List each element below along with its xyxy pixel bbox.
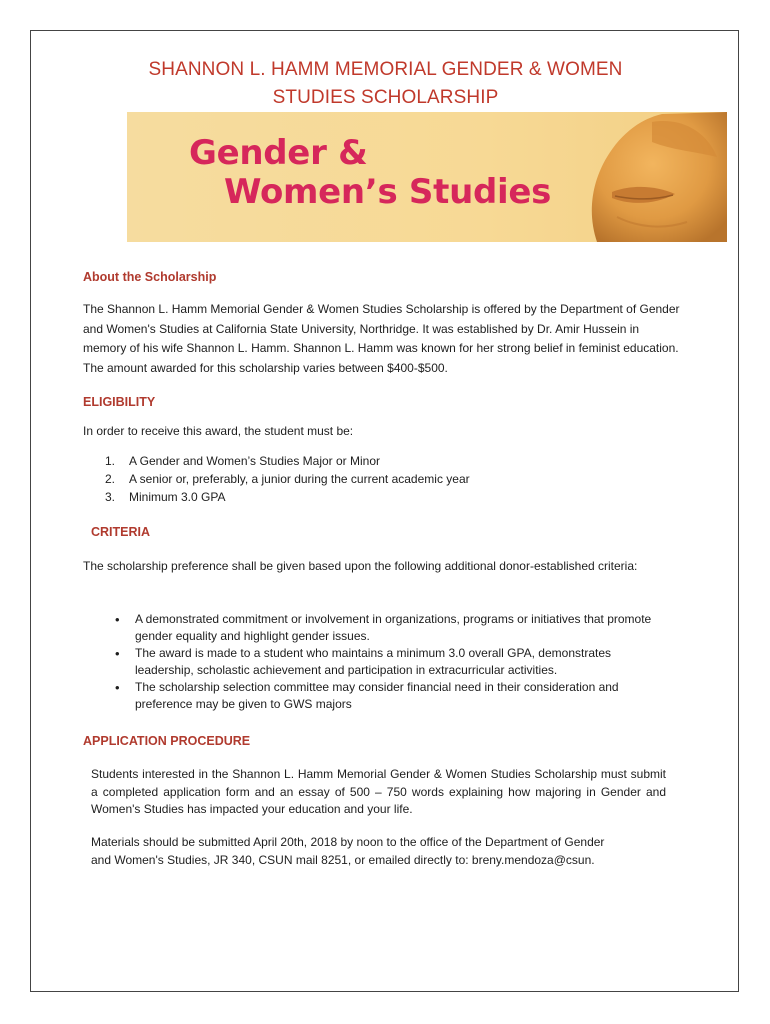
document-title — [31, 56, 740, 112]
title-line-2: STUDIES SCHOLARSHIP — [272, 87, 499, 108]
bullet-icon: • — [115, 646, 120, 661]
list-item: 2. A senior or, preferably, a junior during the current academic year — [105, 472, 470, 486]
about-heading: About the Scholarship — [83, 270, 217, 284]
list-item: • The scholarship selection committee may consider financial need in their consideration and preference may be given to GWS majors — [115, 680, 619, 711]
banner-line-1: Gender & — [189, 133, 368, 173]
document-page — [30, 30, 739, 992]
eligibility-heading: ELIGIBILITY — [83, 395, 156, 409]
about-body: The Shannon L. Hamm Memorial Gender & Women Studies Scholarship is offered by the Department of Gender and Women's Studies at California State University, Northridge. It was established by Dr. Amir Hussein in memory of his wife Shannon L. Hamm. Shannon L. Hamm was known for her strong belief in feminist education. The amount awarded for this scholarship varies between $400-$500. — [83, 302, 680, 375]
criteria-heading: CRITERIA — [91, 525, 151, 539]
bullet-icon: • — [115, 612, 120, 627]
banner-image — [127, 112, 727, 242]
application-heading: APPLICATION PROCEDURE — [83, 734, 251, 748]
sculpted-face-icon — [557, 112, 727, 242]
eligibility-list — [105, 452, 645, 506]
criteria-list — [115, 611, 655, 713]
banner-text — [189, 134, 551, 212]
eligibility-intro: In order to receive this award, the student must be: — [83, 424, 354, 438]
application-para-2: Materials should be submitted April 20th, 2018 by noon to the office of the Department of Gender and Women's Studies, JR 340, CSUN mail 8251, or emailed directly to: breny.mendoza@csun. — [91, 835, 605, 867]
application-para-1: Students interested in the Shannon L. Hamm Memorial Gender & Women Studies Scholarship must submit a completed application form and an essay of 500 – 750 words explaining how majoring in Gender and Women's Studies has impacted your education and your life. — [91, 767, 666, 816]
list-item: • A demonstrated commitment or involvement in organizations, programs or initiatives that promote gender equality and highlight gender issues. — [115, 612, 652, 643]
banner-line-2: Women’s Studies — [224, 172, 552, 212]
list-item: • The award is made to a student who maintains a minimum 3.0 overall GPA, demonstrates leadership, scholastic achievement and participation in extracurricular activities. — [115, 646, 611, 677]
title-line-1: SHANNON L. HAMM MEMORIAL GENDER & WOMEN — [148, 59, 623, 80]
criteria-intro: The scholarship preference shall be given based upon the following additional donor-established criteria: — [83, 559, 638, 573]
list-item: 1. A Gender and Women’s Studies Major or Minor — [105, 454, 381, 468]
bullet-icon: • — [115, 680, 120, 695]
list-item: 3. Minimum 3.0 GPA — [105, 490, 226, 504]
